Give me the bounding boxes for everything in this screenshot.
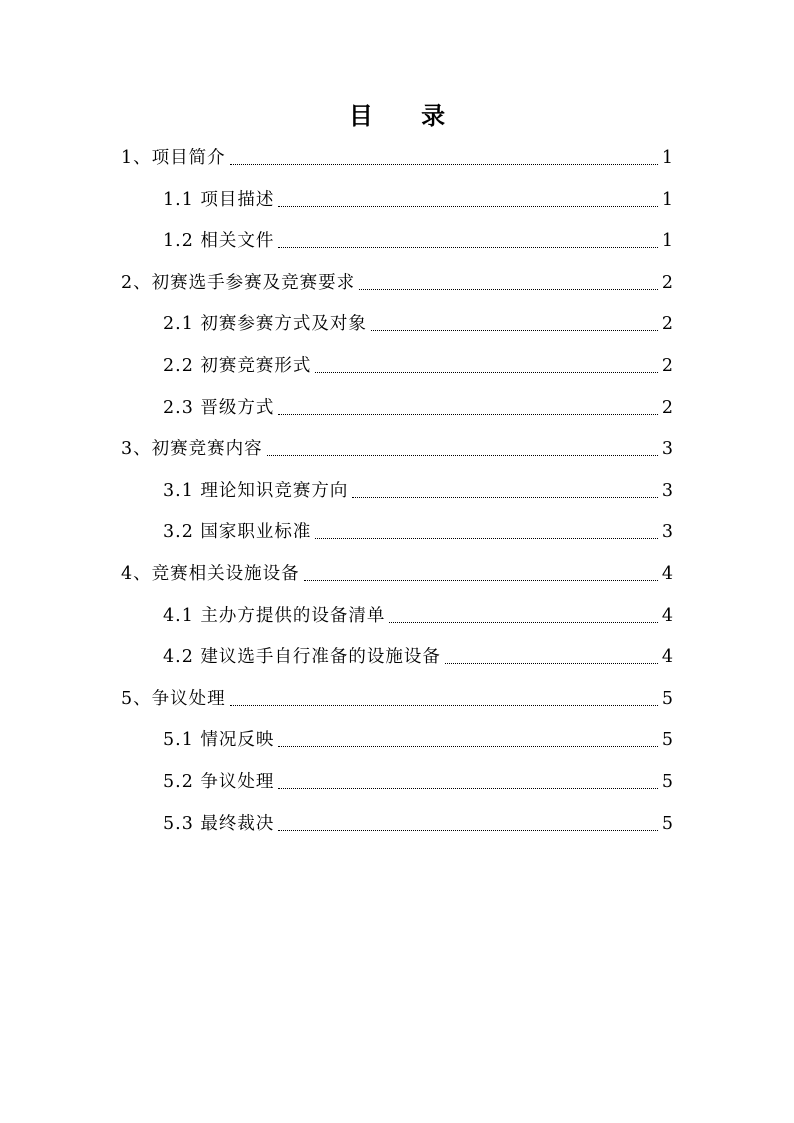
toc-entry-label: 1.1 项目描述 (163, 189, 275, 210)
toc-subsection-entry[interactable] (163, 767, 673, 797)
toc-section-entry[interactable] (121, 143, 673, 173)
toc-dot-leader (267, 434, 658, 464)
toc-page-number: 5 (661, 730, 673, 751)
toc-entry-label: 4、竞赛相关设施设备 (121, 564, 300, 584)
toc-subsection-entry[interactable] (163, 642, 673, 672)
toc-dot-leader (304, 559, 658, 589)
toc-section-entry[interactable] (121, 559, 673, 589)
toc-entry-label: 1、项目简介 (121, 148, 226, 168)
toc-subsection-entry[interactable] (163, 185, 673, 215)
toc-subsection-entry[interactable] (163, 517, 673, 547)
toc-entry-label: 3、初赛竞赛内容 (121, 439, 263, 460)
toc-dot-leader (278, 725, 657, 755)
toc-page-number: 1 (661, 231, 673, 252)
toc-page-number: 1 (661, 148, 673, 168)
toc-dot-leader (278, 767, 657, 797)
toc-page-number: 4 (661, 564, 673, 584)
toc-entry-label: 5.3 最终裁决 (163, 813, 275, 834)
toc-title: 目 录 (348, 101, 466, 130)
toc-dot-leader (230, 684, 658, 714)
toc-dot-leader (389, 601, 657, 631)
toc-entry-label: 4.1 主办方提供的设备清单 (163, 605, 386, 626)
toc-dot-leader (278, 226, 657, 256)
toc-entry-label: 2、初赛选手参赛及竞赛要求 (121, 272, 356, 293)
toc-dot-leader (278, 393, 657, 423)
toc-entry-label: 3.2 国家职业标准 (163, 522, 312, 543)
toc-page-number: 4 (661, 605, 673, 626)
toc-page-number: 5 (661, 772, 673, 792)
toc-dot-leader (352, 476, 657, 506)
toc-dot-leader (359, 268, 658, 298)
toc-subsection-entry[interactable] (163, 725, 673, 755)
toc-page-number: 2 (661, 356, 673, 376)
toc-section-entry[interactable] (121, 268, 673, 298)
toc-section-entry[interactable] (121, 684, 673, 714)
toc-subsection-entry[interactable] (163, 601, 673, 631)
toc-entry-label: 2.1 初赛参赛方式及对象 (163, 314, 367, 335)
toc-dot-leader (278, 185, 657, 215)
toc-dot-leader (315, 351, 657, 381)
toc-dot-leader (230, 143, 658, 173)
toc-page-number: 2 (661, 272, 673, 293)
toc-dot-leader (315, 517, 657, 547)
toc-page-number: 2 (661, 314, 673, 335)
toc-page-number: 1 (661, 189, 673, 210)
toc-dot-leader (371, 309, 658, 339)
toc-entry-label: 4.2 建议选手自行准备的设施设备 (163, 647, 441, 668)
toc-entry-label: 3.1 理论知识竞赛方向 (163, 480, 349, 501)
toc-dot-leader (445, 642, 658, 672)
toc-dot-leader (278, 809, 657, 839)
toc-page-number: 5 (661, 688, 673, 709)
toc-subsection-entry[interactable] (163, 351, 673, 381)
toc-subsection-entry[interactable] (163, 393, 673, 423)
toc-page-number: 3 (661, 480, 673, 501)
toc-entry-label: 5.2 争议处理 (163, 772, 275, 792)
toc-subsection-entry[interactable] (163, 309, 673, 339)
toc-subsection-entry[interactable] (163, 476, 673, 506)
toc-page-number: 2 (661, 397, 673, 418)
toc-page-number: 4 (661, 647, 673, 668)
toc-subsection-entry[interactable] (163, 226, 673, 256)
toc-entry-label: 2.2 初赛竞赛形式 (163, 356, 312, 376)
toc-entry-label: 2.3 晋级方式 (163, 397, 275, 418)
toc-page-number: 3 (661, 439, 673, 460)
toc-page-number: 3 (661, 522, 673, 543)
toc-page-number: 5 (661, 813, 673, 834)
toc-entry-label: 1.2 相关文件 (163, 231, 275, 252)
toc-entry-label: 5.1 情况反映 (163, 730, 275, 751)
toc-subsection-entry[interactable] (163, 809, 673, 839)
toc-entry-label: 5、争议处理 (121, 688, 226, 709)
toc-section-entry[interactable] (121, 434, 673, 464)
